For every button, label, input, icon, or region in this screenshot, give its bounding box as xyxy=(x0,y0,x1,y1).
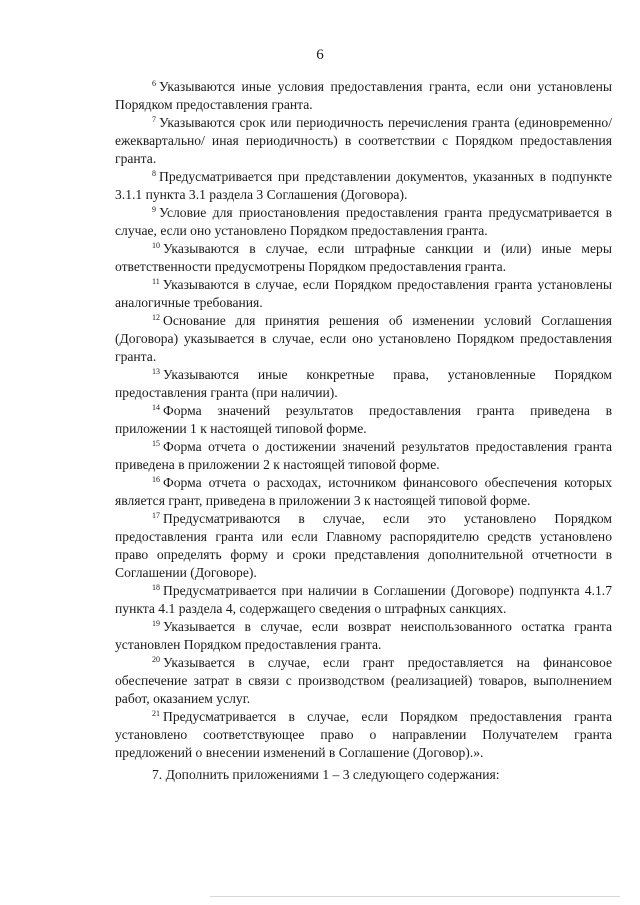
footnote-text: Форма отчета о расходах, источником финансового обеспечения которых является грант, приведена в приложении 3 к настоящей типовой форме. xyxy=(115,475,612,508)
footnote-number: 17 xyxy=(152,511,160,520)
footnote-11 xyxy=(115,276,612,312)
footnote-text: Форма отчета о достижении значений результатов предоставления гранта приведена в приложении 2 к настоящей типовой форме. xyxy=(115,439,612,472)
footnote-number: 11 xyxy=(152,277,160,286)
closing-paragraph: 7. Дополнить приложениями 1 – 3 следующего содержания: xyxy=(152,767,500,782)
footnote-text: Предусматривается в случае, если Порядком предоставления гранта установлено соответствующее право о направлении Получателем гранта предложений о внесении изменений в Соглашение (Договор).». xyxy=(115,709,612,760)
footnote-number: 16 xyxy=(152,475,160,484)
footnote-number: 8 xyxy=(152,169,156,178)
footnote-7 xyxy=(115,114,612,168)
bottom-rule xyxy=(210,896,620,897)
footnote-number: 20 xyxy=(152,655,160,664)
footnote-12 xyxy=(115,312,612,366)
footnote-text: Указываются иные конкретные права, установленные Порядком предоставления гранта (при наличии). xyxy=(115,367,612,400)
footnote-text: Предусматривается при наличии в Соглашении (Договоре) подпункта 4.1.7 пункта 4.1 раздела 4, содержащего сведения о штрафных санкциях. xyxy=(115,583,612,616)
footnote-number: 12 xyxy=(152,313,160,322)
footnote-6 xyxy=(115,78,612,114)
footnote-13 xyxy=(115,366,612,402)
footnote-number: 10 xyxy=(152,241,160,250)
footnote-text: Предусматриваются в случае, если это установлено Порядком предоставления гранта или если Главному распорядителю средств установлено право определять форму и сроки представления дополнительной отчетности в Соглашении (Договоре). xyxy=(115,511,612,580)
footnote-number: 9 xyxy=(152,205,156,214)
footnote-number: 6 xyxy=(152,79,156,88)
footnote-14 xyxy=(115,402,612,438)
footnote-21 xyxy=(115,708,612,762)
footnote-17 xyxy=(115,510,612,582)
footnote-text: Указываются в случае, если штрафные санкции и (или) иные меры ответственности предусмотрены Порядком предоставления гранта. xyxy=(115,241,612,274)
footnote-number: 19 xyxy=(152,619,160,628)
footnote-number: 21 xyxy=(152,709,160,718)
footnote-18 xyxy=(115,582,612,618)
footnote-15 xyxy=(115,438,612,474)
page-number: 6 xyxy=(316,47,324,63)
footnote-text: Условие для приостановления предоставления гранта предусматривается в случае, если оно установлено Порядком предоставления гранта. xyxy=(115,205,612,238)
footnote-number: 13 xyxy=(152,367,160,376)
footnote-16 xyxy=(115,474,612,510)
footnote-number: 15 xyxy=(152,439,160,448)
footnote-list xyxy=(115,78,612,762)
footnote-10 xyxy=(115,240,612,276)
footnote-19 xyxy=(115,618,612,654)
footnote-text: Основание для принятия решения об изменении условий Соглашения (Договора) указывается в случае, если оно установлено Порядком предоставления гранта. xyxy=(115,313,612,364)
footnote-number: 14 xyxy=(152,403,160,412)
footnote-number: 7 xyxy=(152,115,156,124)
footnote-text: Указывается в случае, если грант предоставляется на финансовое обеспечение затрат в связи с производством (реализацией) товаров, выполнением работ, оказанием услуг. xyxy=(115,655,612,706)
footnote-text: Предусматривается при представлении документов, указанных в подпункте 3.1.1 пункта 3.1 раздела 3 Соглашения (Договора). xyxy=(115,169,612,202)
footnote-text: Указываются срок или периодичность перечисления гранта (единовременно/ежеквартально/ иная периодичность) в соответствии с Порядком предоставления гранта. xyxy=(115,115,612,166)
footnote-number: 18 xyxy=(152,583,160,592)
footnote-8 xyxy=(115,168,612,204)
footnote-text: Указывается в случае, если возврат неиспользованного остатка гранта установлен Порядком предоставления гранта. xyxy=(115,619,612,652)
footnote-text: Указываются в случае, если Порядком предоставления гранта установлены аналогичные требования. xyxy=(115,277,612,310)
footnote-text: Форма значений результатов предоставления гранта приведена в приложении 1 к настоящей типовой форме. xyxy=(115,403,612,436)
footnotes-body xyxy=(115,78,612,784)
footnote-text: Указываются иные условия предоставления гранта, если они установлены Порядком предоставления гранта. xyxy=(115,79,612,112)
footnote-9 xyxy=(115,204,612,240)
footnote-20 xyxy=(115,654,612,708)
